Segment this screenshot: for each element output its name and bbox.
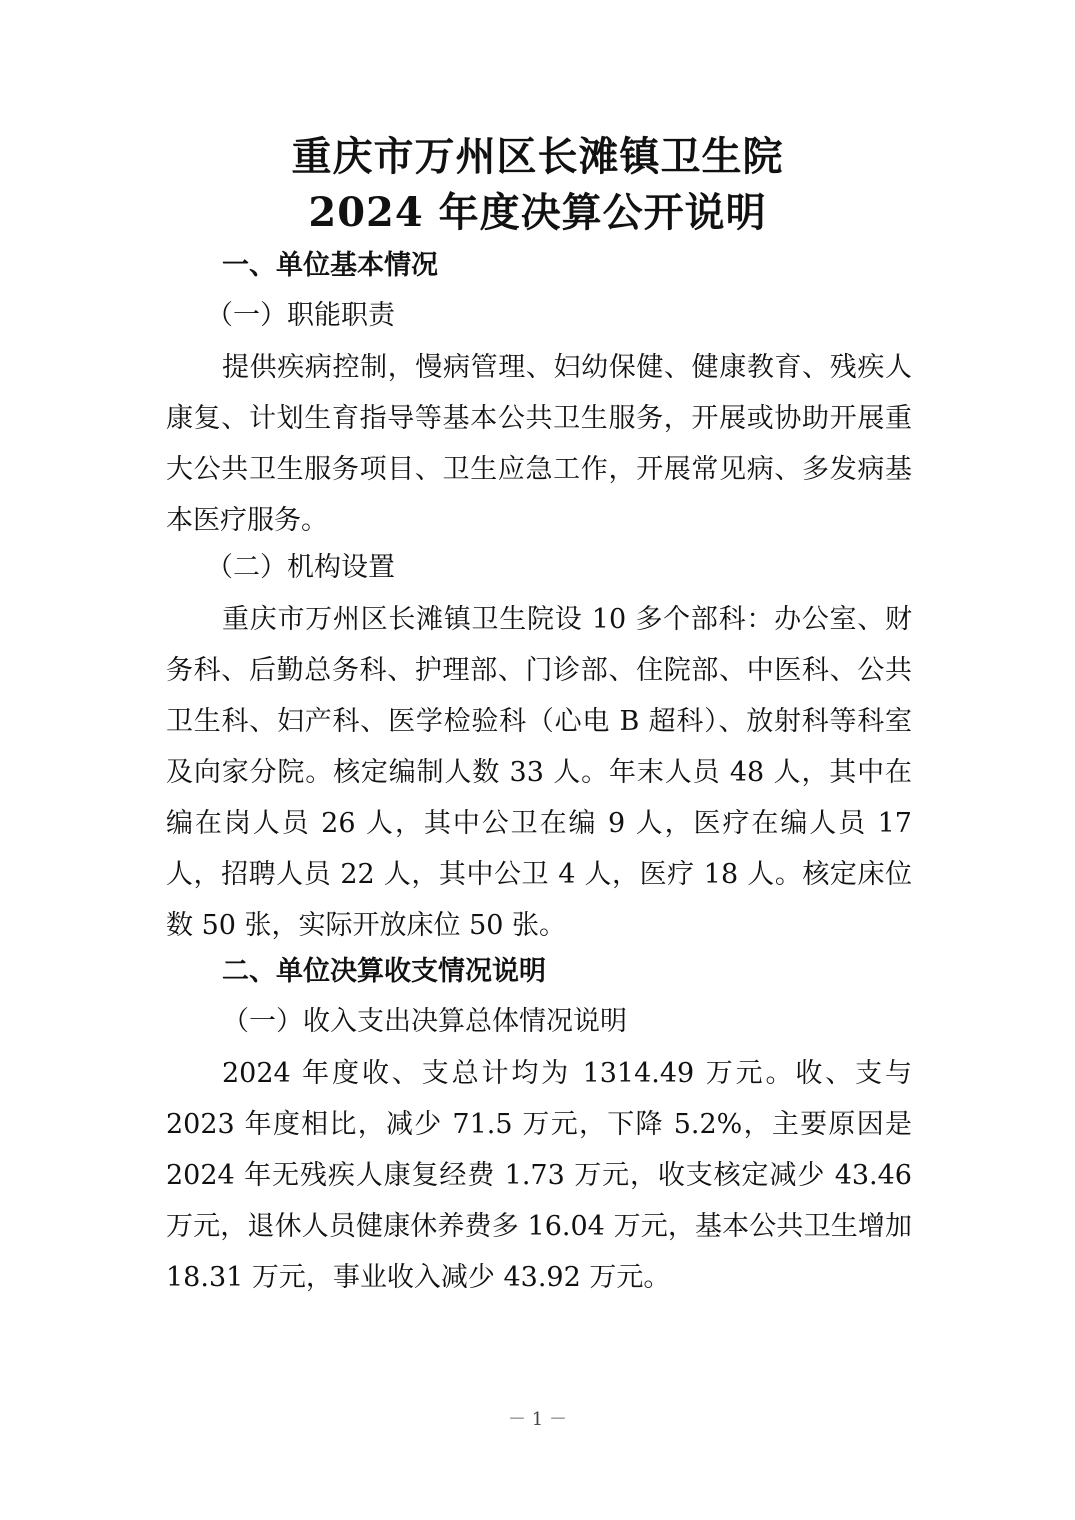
section2-heading: 二、单位决算收支情况说明 (222, 956, 546, 987)
page-number: － 1 － (508, 1409, 567, 1430)
section1-sub1-paragraph: 提供疾病控制，慢病管理、妇幼保健、健康教育、残疾人康复、计划生育指导等基本公共卫生服务，开展或协助开展重大公共卫生服务项目、卫生应急工作，开展常见病、多发病基本医疗服务。 (166, 352, 912, 536)
section1-sub1-heading: （一）职能职责 (206, 300, 395, 331)
section2-sub1-paragraph: 2024 年度收、支总计均为 1314.49 万元。收、支与 2023 年度相比，减少 71.5 万元，下降 5.2%，主要原因是 2024 年无残疾人康复经费 1.73 万元，收支核定减少 43.46 万元，退休人员健康休养费多 16.04 万元，基本公共卫生增加 18.31 万元，事业收入减少 43.92 万元。 (166, 1058, 912, 1293)
section1-sub2-heading: （二）机构设置 (206, 552, 395, 583)
section1-heading: 一、单位基本情况 (222, 250, 438, 281)
document-title-line1: 重庆市万州区长滩镇卫生院 (291, 133, 784, 180)
section1-sub2-paragraph: 重庆市万州区长滩镇卫生院设 10 多个部科：办公室、财务科、后勤总务科、护理部、门诊部、住院部、中医科、公共卫生科、妇产科、医学检验科（心电 B 超科）、放射科等科室及向家分院。核定编制人数 33 人。年末人员 48 人，其中在编在岗人员 26 人，其中公卫在编 9 人，医疗在编人员 17 人，招聘人员 22 人，其中公卫 4 人，医疗 18 人。核定床位数 50 张，实际开放床位 50 张。 (166, 604, 912, 941)
section2-sub1-heading: （一）收入支出决算总体情况说明 (222, 1006, 627, 1037)
document-title-line2: 2024 年度决算公开说明 (308, 189, 767, 236)
